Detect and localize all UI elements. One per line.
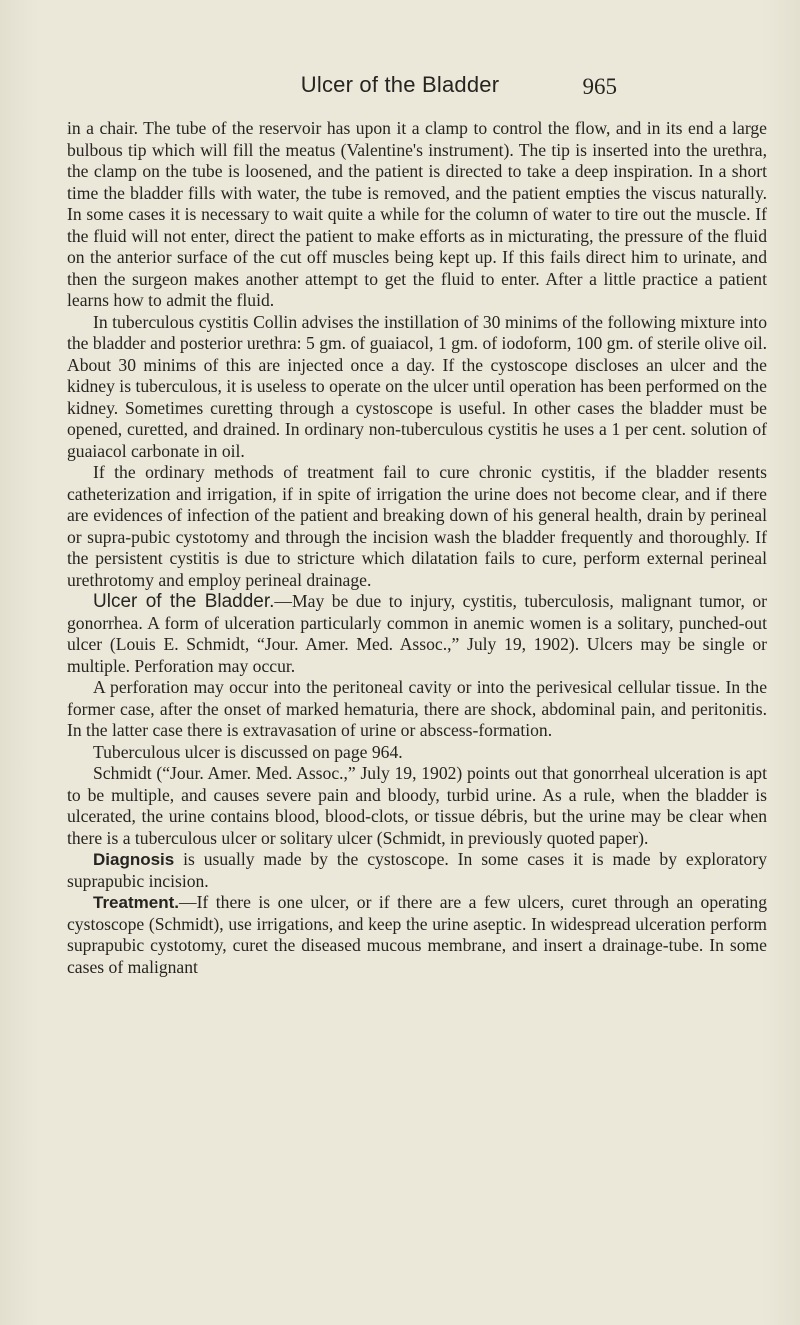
section-heading: Treatment. [93,893,179,912]
paragraph: Schmidt (“Jour. Amer. Med. Assoc.,” July 19, 1902) points out that gonorrheal ulceration is apt to be multiple, and causes severe pain and bloody, turbid urine. As a rule, when the bladder is ulcerated, the urine contains blood, blood-clots, or tissue débris, but the urine may be clear when there is a tuberculous ulcer or solitary ulcer (Schmidt, in previously quoted paper). [67,763,767,848]
paragraph: If the ordinary methods of treatment fail to cure chronic cystitis, if the bladder resents catheterization and irrigation, if in spite of irrigation the urine does not become clear, and if there are evidences of infection of the patient and breaking down of his general health, drain by perineal or supra-pubic cystotomy and through the incision wash the bladder frequently and thoroughly. If the persistent cystitis is due to stricture which dilatation fails to cure, perform external perineal urethrotomy and employ perineal drainage. [67,462,767,590]
paragraph: In tuberculous cystitis Collin advises the instillation of 30 minims of the following mixture into the bladder and posterior urethra: 5 gm. of guaiacol, 1 gm. of iodoform, 100 gm. of sterile olive oil. About 30 minims of this are injected once a day. If the cystoscope discloses an ulcer and the kidney is tuberculous, it is useless to operate on the ulcer until operation has been performed on the kidney. Sometimes curetting through a cystoscope is useful. In other cases the bladder must be opened, curetted, and drained. In ordinary non-tuberculous cystitis he uses a 1 per cent. solution of guaiacol carbonate in oil. [67,311,767,461]
section-heading: Diagnosis [93,850,175,869]
section-heading: Ulcer of the Bladder. [93,591,275,612]
paragraph: A perforation may occur into the peritoneal cavity or into the perivesical cellular tissue. In the former case, after the onset of marked hematuria, there are shock, abdominal pain, and peritonitis. In the latter case there is extravasation of urine or abscess-formation. [67,677,767,740]
body-text [67,118,767,978]
paragraph: Ulcer of the Bladder.—May be due to injury, cystitis, tuberculosis, malignant tumor, or gonorrhea. A form of ulceration particularly common in anemic women is a solitary, punched-out ulcer (Louis E. Schmidt, “Jour. Amer. Med. Assoc.,” July 19, 1902). Ulcers may be single or multiple. Perforation may occur. [67,591,768,676]
page-number: 965 [582,74,617,99]
paragraph: in a chair. The tube of the reservoir has upon it a clamp to control the flow, and in its end a large bulbous tip which will fill the meatus (Valentine's instrument). The tip is inserted into the urethra, the clamp on the tube is loosened, and the patient is directed to take a deep inspiration. In a short time the bladder fills with water, the tube is removed, and the patient empties the viscus naturally. In some cases it is necessary to wait quite a while for the column of water to tire out the muscle. If the fluid will not enter, direct the patient to make efforts as in micturating, the pressure of the fluid on the anterior surface of the cut off muscles being kept up. If this fails direct him to urinate, and then the surgeon makes another attempt to get the fluid to enter. After a little practice a patient learns how to admit the fluid. [67,118,767,310]
page-header [0,72,800,106]
paragraph: Treatment.—If there is one ulcer, or if there are a few ulcers, curet through an operating cystoscope (Schmidt), use irrigations, and keep the urine aseptic. In widespread ulceration perform suprapubic cystotomy, curet the diseased mucous membrane, and insert a drainage-tube. In some cases of malignant [67,892,767,977]
paragraph: Tuberculous ulcer is discussed on page 964. [93,741,403,762]
paragraph: Diagnosis is usually made by the cystoscope. In some cases it is made by exploratory suprapubic incision. [67,849,767,891]
running-title: Ulcer of the Bladder [300,72,500,97]
